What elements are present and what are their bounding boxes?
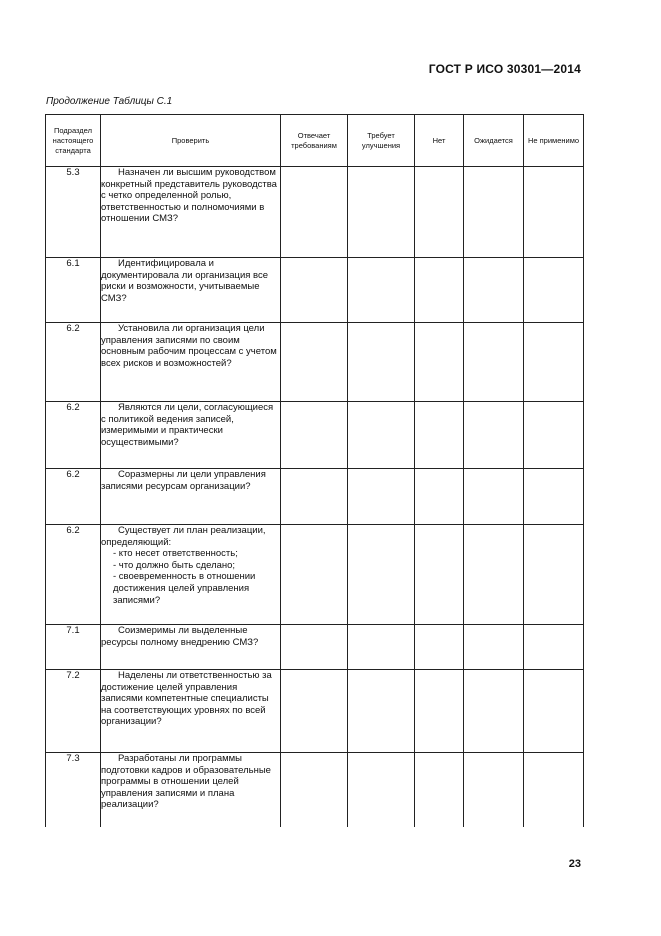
- not-applicable-cell[interactable]: [524, 167, 584, 258]
- row-section-number: 6.1: [46, 258, 101, 323]
- not-applicable-cell[interactable]: [524, 670, 584, 753]
- no-cell[interactable]: [415, 525, 464, 625]
- needs-improvement-cell[interactable]: [348, 469, 415, 525]
- needs-improvement-cell[interactable]: [348, 525, 415, 625]
- not-applicable-cell[interactable]: [524, 402, 584, 469]
- question-text: - что должно быть сделано;: [113, 559, 236, 571]
- row-section-number: 6.2: [46, 525, 101, 625]
- meets-requirements-cell[interactable]: [281, 167, 348, 258]
- not-applicable-cell[interactable]: [524, 323, 584, 402]
- expected-cell[interactable]: [464, 469, 524, 525]
- no-cell[interactable]: [415, 670, 464, 753]
- meets-requirements-cell[interactable]: [281, 625, 348, 670]
- row-question: [101, 323, 281, 402]
- question-text: Соразмерны ли цели управления записями ресурсам организации?: [101, 469, 266, 492]
- row-section-number: 6.2: [46, 469, 101, 525]
- meets-requirements-cell[interactable]: [281, 258, 348, 323]
- row-section-number: 6.2: [46, 402, 101, 469]
- question-text: - своевременность в отношении достижения целей управления записями?: [113, 571, 256, 606]
- no-cell[interactable]: [415, 753, 464, 827]
- question-text: - кто несет ответственность;: [113, 548, 238, 560]
- not-applicable-cell[interactable]: [524, 525, 584, 625]
- expected-cell[interactable]: [464, 167, 524, 258]
- meets-requirements-cell[interactable]: [281, 753, 348, 827]
- table-row: [46, 323, 584, 402]
- table-row: [46, 753, 584, 827]
- needs-improvement-cell[interactable]: [348, 625, 415, 670]
- no-cell[interactable]: [415, 625, 464, 670]
- table-row: [46, 167, 584, 258]
- row-question: [101, 469, 281, 525]
- expected-cell[interactable]: [464, 625, 524, 670]
- needs-improvement-cell[interactable]: [348, 402, 415, 469]
- question-text: Соизмеримы ли выделенные ресурсы полному внедрению СМЗ?: [101, 625, 259, 648]
- meets-requirements-cell[interactable]: [281, 323, 348, 402]
- not-applicable-cell[interactable]: [524, 258, 584, 323]
- row-question: [101, 167, 281, 258]
- meets-requirements-cell[interactable]: [281, 469, 348, 525]
- row-question: [101, 753, 281, 827]
- row-question: [101, 525, 281, 625]
- question-text: Установила ли организация цели управления записями по своим основным рабочим процессам с учетом всех рисков и возможностей?: [101, 323, 277, 369]
- no-cell[interactable]: [415, 258, 464, 323]
- question-text: Существует ли план реализации, определяющий:: [101, 525, 266, 548]
- expected-cell[interactable]: [464, 402, 524, 469]
- row-question: [101, 258, 281, 323]
- checklist-table: [45, 114, 584, 827]
- row-section-number: 5.3: [46, 167, 101, 258]
- needs-improvement-cell[interactable]: [348, 323, 415, 402]
- table-row: [46, 469, 584, 525]
- needs-improvement-cell[interactable]: [348, 258, 415, 323]
- column-header-expected: Ожидается: [464, 115, 524, 167]
- row-question: [101, 402, 281, 469]
- expected-cell[interactable]: [464, 525, 524, 625]
- column-header-not-applicable: Не применимо: [524, 115, 584, 167]
- table-row: [46, 402, 584, 469]
- needs-improvement-cell[interactable]: [348, 670, 415, 753]
- table-header-row: [46, 115, 584, 167]
- expected-cell[interactable]: [464, 258, 524, 323]
- row-section-number: 7.2: [46, 670, 101, 753]
- document-standard-header: ГОСТ Р ИСО 30301—2014: [428, 62, 581, 76]
- column-header-section: Подраздел настоящего стандарта: [46, 115, 101, 167]
- question-text: Наделены ли ответственностью за достижение целей управления записями компетентные специалисты на соответствующих уровнях по всей организации?: [101, 670, 272, 728]
- table-body: [46, 167, 584, 827]
- row-section-number: 7.3: [46, 753, 101, 827]
- table-row: [46, 258, 584, 323]
- row-question: [101, 625, 281, 670]
- meets-requirements-cell[interactable]: [281, 402, 348, 469]
- not-applicable-cell[interactable]: [524, 753, 584, 827]
- needs-improvement-cell[interactable]: [348, 167, 415, 258]
- no-cell[interactable]: [415, 167, 464, 258]
- column-header-meets-requirements: Отвечает требованиям: [281, 115, 348, 167]
- page-number: 23: [568, 858, 581, 870]
- table-row: [46, 525, 584, 625]
- column-header-no: Нет: [415, 115, 464, 167]
- column-header-check: Проверить: [101, 115, 281, 167]
- expected-cell[interactable]: [464, 670, 524, 753]
- question-text: Назначен ли высшим руководством конкретный представитель руководства с четко определенной ролью, ответственностью и полномочиями в отношении СМЗ?: [101, 167, 277, 225]
- row-question: [101, 670, 281, 753]
- not-applicable-cell[interactable]: [524, 469, 584, 525]
- needs-improvement-cell[interactable]: [348, 753, 415, 827]
- no-cell[interactable]: [415, 402, 464, 469]
- meets-requirements-cell[interactable]: [281, 525, 348, 625]
- no-cell[interactable]: [415, 469, 464, 525]
- question-text: Идентифицировала и документировала ли организация все риски и возможности, учитываемые СМЗ?: [101, 258, 269, 304]
- expected-cell[interactable]: [464, 753, 524, 827]
- row-section-number: 7.1: [46, 625, 101, 670]
- row-section-number: 6.2: [46, 323, 101, 402]
- meets-requirements-cell[interactable]: [281, 670, 348, 753]
- question-text: Разработаны ли программы подготовки кадров и образовательные программы в отношении целей управления записями и плана реализации?: [101, 753, 271, 811]
- table-row: [46, 670, 584, 753]
- table-caption: Продолжение Таблицы С.1: [46, 96, 173, 107]
- question-text: Являются ли цели, согласующиеся с политикой ведения записей, измеримыми и практически осуществимыми?: [101, 402, 274, 448]
- not-applicable-cell[interactable]: [524, 625, 584, 670]
- no-cell[interactable]: [415, 323, 464, 402]
- expected-cell[interactable]: [464, 323, 524, 402]
- column-header-needs-improvement: Требует улучшения: [348, 115, 415, 167]
- table-row: [46, 625, 584, 670]
